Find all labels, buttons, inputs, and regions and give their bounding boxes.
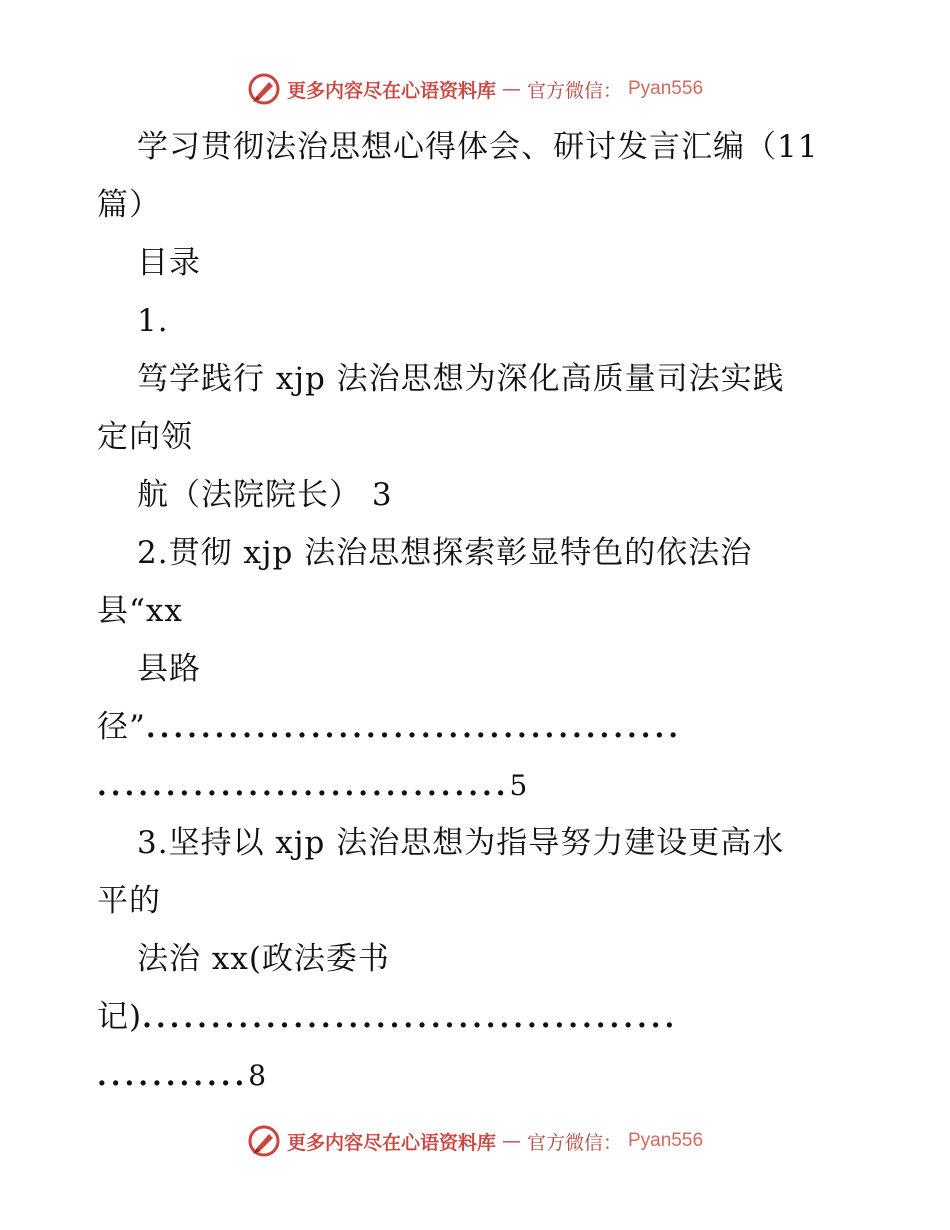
watermark-brand: 更多内容尽在心语资料库 xyxy=(286,79,496,102)
header-watermark xyxy=(0,72,950,106)
toc-item2-page-number: 5 xyxy=(509,769,529,802)
document-title-line1: 学习贯彻法治思想心得体会、研讨发言汇编（11 xyxy=(137,129,819,165)
toc-item3-page-number: 8 xyxy=(248,1059,268,1092)
watermark-separator: — xyxy=(501,1130,521,1152)
watermark-official: 官方微信： xyxy=(526,79,622,102)
watermark-id: Pyan556 xyxy=(628,78,704,99)
toc-item3-line4-text: 记) xyxy=(97,999,143,1035)
watermark-id: Pyan556 xyxy=(628,1130,704,1151)
toc-item3-leader-dots: ....................................... xyxy=(142,1001,679,1034)
watermark-brand: 更多内容尽在心语资料库 xyxy=(286,1131,496,1154)
toc-item2-line3: 县路 xyxy=(137,651,201,687)
toc-item1-line1: 笃学践行 xjp 法治思想为深化高质量司法实践 xyxy=(137,361,785,397)
toc-item3-line2: 平的 xyxy=(97,883,161,919)
toc-item2-line4 xyxy=(97,698,857,756)
toc-heading: 目录 xyxy=(137,245,201,281)
toc-item2-line2: 县“xx xyxy=(97,593,183,629)
toc-item3-line5 xyxy=(97,1046,857,1104)
watermark-official: 官方微信： xyxy=(526,1131,622,1154)
pen-logo-icon xyxy=(247,1124,281,1158)
document-body xyxy=(97,118,857,1104)
watermark-separator: — xyxy=(501,78,521,100)
toc-item2-line1: 2.贯彻 xjp 法治思想探索彰显特色的依法治 xyxy=(137,535,753,571)
toc-item1-line2: 定向领 xyxy=(97,419,193,455)
toc-item2-line5 xyxy=(97,756,857,814)
toc-item2-leader-dots-cont: .............................. xyxy=(97,769,510,802)
document-title-line2: 篇） xyxy=(97,187,161,223)
toc-item1-line3: 航（法院院长） 3 xyxy=(137,477,393,513)
toc-item3-line4 xyxy=(97,988,857,1046)
toc-item2-line4-text: 径” xyxy=(97,709,146,745)
pen-logo-icon xyxy=(247,72,281,106)
toc-item3-leader-dots-cont: ........... xyxy=(97,1059,249,1092)
toc-item2-leader-dots: ....................................... xyxy=(145,711,683,744)
toc-item3-line1: 3.坚持以 xjp 法治思想为指导努力建设更高水 xyxy=(137,825,785,861)
toc-item1-number: 1. xyxy=(137,303,169,339)
footer-watermark xyxy=(0,1124,950,1158)
toc-item3-line3: 法治 xx(政法委书 xyxy=(137,941,390,977)
